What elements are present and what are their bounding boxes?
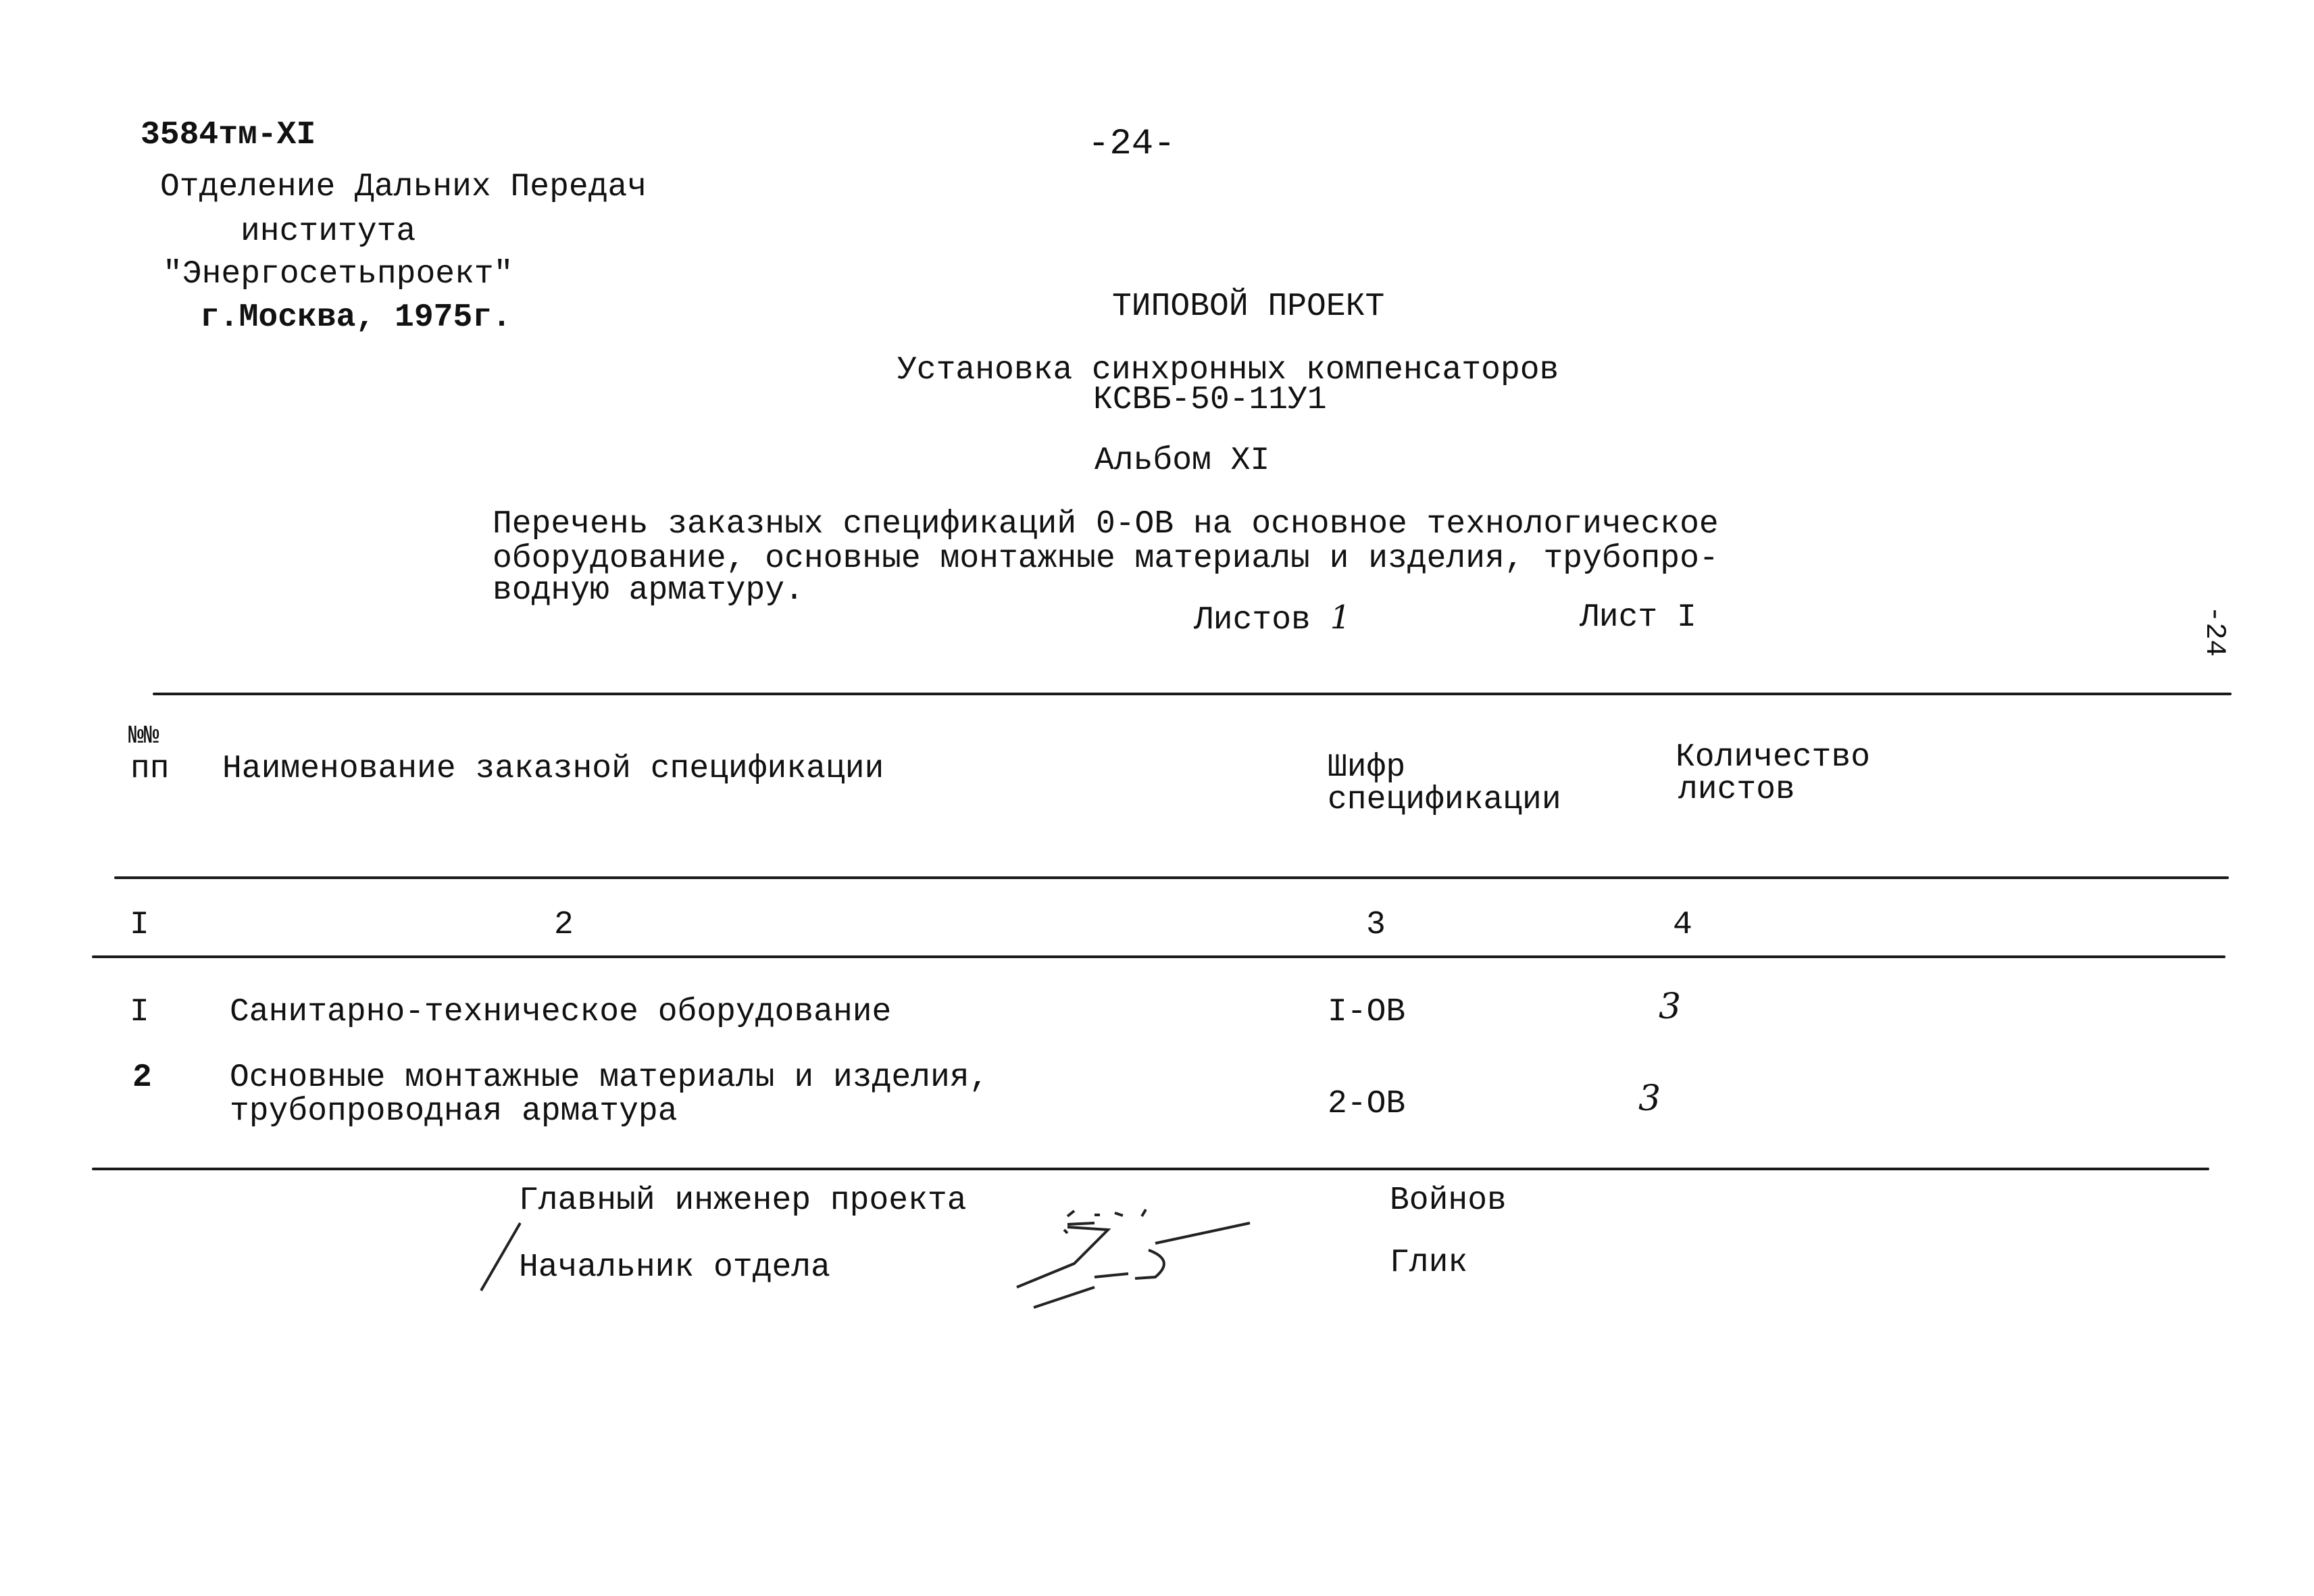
header-code: Шифр xyxy=(1328,749,1406,786)
doc-code: 3584тм-XI xyxy=(141,117,316,153)
org-line: г.Москва, 1975г. xyxy=(200,299,511,336)
row-code: I-ОВ xyxy=(1328,994,1406,1030)
project-model: КСВБ-50-11У1 xyxy=(1093,382,1327,418)
header-rule xyxy=(114,876,2229,879)
sheets-value: 1 xyxy=(1330,599,1351,637)
row-sheets: 3 xyxy=(1638,1078,1661,1119)
table-bottom-rule xyxy=(92,1168,2209,1170)
description-line: Перечень заказных спецификаций 0-ОВ на основное технологическое xyxy=(493,506,1719,543)
sheets-label: Листов xyxy=(1194,602,1311,639)
column-number: 3 xyxy=(1366,907,1386,943)
header-count: Количество xyxy=(1676,739,1871,776)
signature-role: Начальник отдела xyxy=(519,1249,830,1286)
row-name: трубопроводная арматура xyxy=(230,1093,678,1130)
signature-stroke xyxy=(1017,1210,1250,1307)
project-subject: Установка синхронных компенсаторов xyxy=(897,352,1559,389)
signature-name: Войнов xyxy=(1390,1182,1507,1219)
sheet-label: Лист xyxy=(1580,599,1658,636)
org-line: института xyxy=(241,214,416,250)
sheet-number xyxy=(1580,601,1696,634)
header-name: Наименование заказной спецификации xyxy=(222,751,884,787)
sheet-value: I xyxy=(1677,599,1696,636)
page-number: -24- xyxy=(1088,124,1176,165)
column-number-rule xyxy=(92,955,2225,958)
signature-role: Главный инженер проекта xyxy=(519,1182,967,1219)
row-code: 2-ОВ xyxy=(1328,1086,1406,1122)
table-top-rule xyxy=(153,693,2232,695)
header-code: спецификации xyxy=(1328,782,1561,818)
row-num: I xyxy=(130,994,149,1030)
column-number: 2 xyxy=(554,907,574,943)
description-line: водную арматуру. xyxy=(493,572,804,609)
column-number: 4 xyxy=(1673,907,1692,943)
project-kind: ТИПОВОЙ ПРОЕКТ xyxy=(1112,289,1385,325)
row-name: Основные монтажные материалы и изделия, xyxy=(230,1059,989,1096)
row-name: Санитарно-техническое оборудование xyxy=(230,994,892,1030)
album-label: Альбом XI xyxy=(1095,443,1270,479)
sheets-count xyxy=(1194,601,1351,637)
row-num: 2 xyxy=(132,1059,152,1096)
signature-name: Глик xyxy=(1390,1245,1468,1281)
row-sheets: 3 xyxy=(1659,987,1682,1027)
signature-stroke xyxy=(481,1223,520,1291)
org-line: "Энергосетьпроект" xyxy=(163,256,513,293)
org-line: Отделение Дальних Передач xyxy=(160,169,647,205)
column-number: I xyxy=(130,907,149,943)
side-page-number: -24 xyxy=(2198,605,2231,657)
handwritten-signatures xyxy=(473,1176,1351,1324)
description-line: оборудование, основные монтажные материалы и изделия, трубопро- xyxy=(493,541,1719,577)
header-num: пп xyxy=(130,751,170,787)
header-num: №№ xyxy=(128,722,159,751)
header-count: листов xyxy=(1678,772,1795,808)
